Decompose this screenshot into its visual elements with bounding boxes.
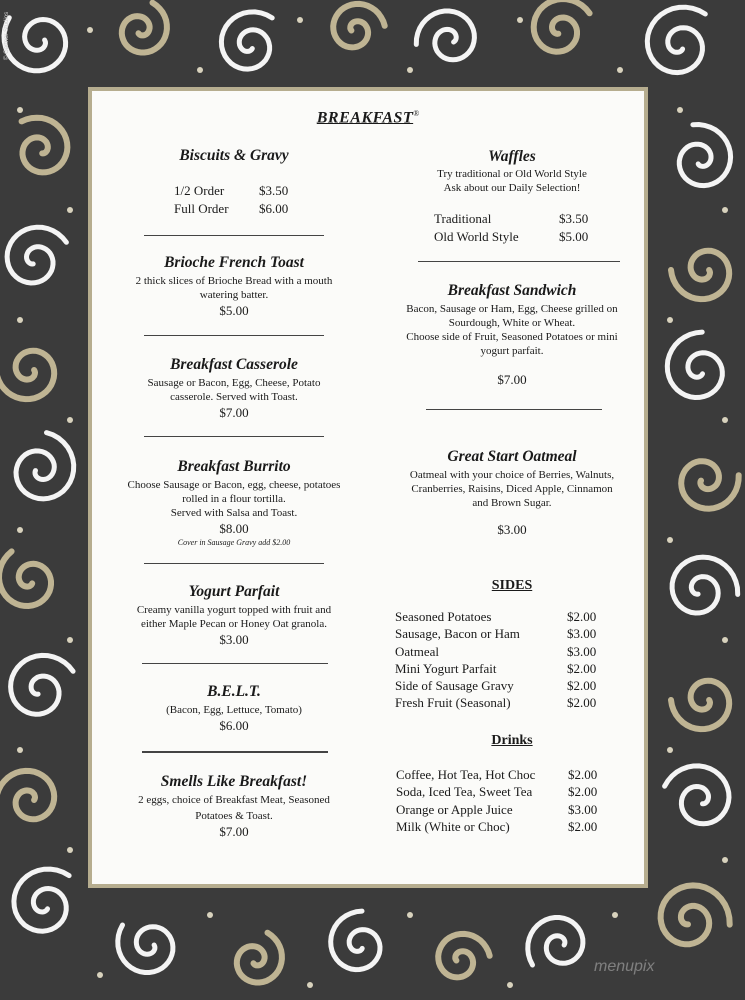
waffles-row-traditional-price: $3.50 [559, 211, 589, 226]
drinks-item-price: $2.00 [568, 767, 598, 782]
dot-ornament [667, 747, 673, 753]
casserole-section: Breakfast Casserole Sausage or Bacon, Egg, Cheese, Potato casserole. Served with Toast. $7.00 [114, 356, 354, 421]
dot-ornament [407, 67, 413, 73]
sides-item [395, 643, 615, 660]
sandwich-name: Breakfast Sandwich [447, 282, 577, 299]
divider [144, 335, 324, 336]
belt-section: B.E.L.T. (Bacon, Egg, Lettuce, Tomato) $6.00 [114, 683, 354, 734]
sides-item-label: Seasoned Potatoes [395, 609, 492, 624]
divider [142, 663, 328, 664]
oatmeal-section: Great Start Oatmeal Oatmeal with your choice of Berries, Walnuts, Cranberries, Raisins, Diced Apple, Cinnamon and Brown Sugar. $3.00 [382, 448, 642, 538]
drinks-heading: Drinks [491, 733, 533, 748]
sides-item-label: Fresh Fruit (Seasonal) [395, 695, 511, 711]
biscuits-row-full-price: $6.00 [259, 201, 289, 216]
biscuits-row-half-price: $3.50 [259, 183, 289, 198]
copyright-text: © Gartner Studios [4, 11, 10, 60]
drinks-item-price: $3.00 [568, 801, 598, 817]
dot-ornament [67, 637, 73, 643]
dot-ornament [722, 637, 728, 643]
dot-ornament [197, 67, 203, 73]
waffles-section: Waffles Try traditional or Old World Style Ask about our Daily Selection! [382, 148, 642, 195]
divider [418, 261, 620, 262]
sides-item [395, 625, 615, 642]
dot-ornament [87, 27, 93, 33]
dot-ornament [722, 207, 728, 213]
sandwich-price: $7.00 [497, 372, 527, 387]
casserole-name: Breakfast Casserole [170, 356, 298, 373]
sides-item-label: Oatmeal [395, 643, 440, 659]
watermark: menupix [594, 958, 655, 975]
drinks-item-price: $2.00 [568, 818, 598, 834]
sides-list [395, 608, 615, 712]
dot-ornament [17, 527, 23, 533]
sides-item-price: $3.00 [567, 626, 597, 642]
smells-name: Smells Like Breakfast! [160, 773, 308, 790]
dot-ornament [17, 107, 23, 113]
sides-item-price: $2.00 [567, 695, 597, 711]
dot-ornament [507, 982, 513, 988]
parfait-section: Yogurt Parfait Creamy vanilla yogurt topped with fruit and either Maple Pecan or Honey Oat granola. $3.00 [104, 583, 364, 648]
belt-price: $6.00 [219, 718, 249, 733]
dot-ornament [67, 417, 73, 423]
dot-ornament [67, 847, 73, 853]
sides-item [395, 608, 615, 625]
brioche-price: $5.00 [219, 303, 249, 318]
waffles-row-oldworld: Old World Style [434, 229, 519, 244]
dot-ornament [617, 67, 623, 73]
dot-ornament [517, 17, 523, 23]
sides-item-price: $2.00 [567, 660, 597, 676]
casserole-price: $7.00 [219, 405, 249, 420]
parfait-name: Yogurt Parfait [188, 583, 280, 600]
divider [144, 235, 324, 236]
dot-ornament [207, 912, 213, 918]
drinks-item-label: Soda, Iced Tea, Sweet Tea [396, 784, 533, 800]
drinks-list [396, 766, 616, 835]
drinks-item [396, 818, 616, 835]
waffles-row-traditional: Traditional [434, 211, 492, 226]
dot-ornament [17, 317, 23, 323]
drinks-item-label: Orange or Apple Juice [396, 801, 513, 817]
belt-name: B.E.L.T. [207, 683, 261, 700]
divider [142, 751, 328, 753]
sides-item-label: Mini Yogurt Parfait [395, 660, 497, 676]
brioche-section: Brioche French Toast 2 thick slices of Brioche Bread with a mouth watering batter. $5.00 [114, 254, 354, 319]
burrito-name: Breakfast Burrito [177, 458, 291, 475]
sides-item [395, 677, 615, 694]
menu-title: BREAKFAST® [316, 109, 420, 127]
dot-ornament [667, 317, 673, 323]
waffles-name: Waffles [488, 148, 536, 165]
brioche-name: Brioche French Toast [164, 254, 304, 271]
sides-item-price: $2.00 [567, 609, 597, 624]
biscuits-row-full: Full Order [174, 201, 229, 216]
drinks-item [396, 783, 616, 800]
burrito-note: Cover in Sausage Gravy add $2.00 [177, 538, 291, 547]
drinks-item [396, 766, 616, 783]
burrito-price: $8.00 [219, 521, 249, 536]
divider [426, 409, 602, 410]
dot-ornament [677, 107, 683, 113]
sides-item [395, 660, 615, 677]
dot-ornament [17, 747, 23, 753]
biscuits-section [114, 147, 354, 165]
sandwich-section: Breakfast Sandwich Bacon, Sausage or Ham, Egg, Cheese grilled on Sourdough, White or Wheat. Choose side of Fruit, Seasoned Potatoes or mini yogurt parfait. $7.00 [382, 282, 642, 388]
menu-page [88, 87, 648, 888]
waffles-row-oldworld-price: $5.00 [559, 229, 589, 244]
drinks-item-price: $2.00 [568, 784, 598, 800]
drinks-item [396, 801, 616, 818]
smells-price: $7.00 [219, 824, 249, 839]
parfait-price: $3.00 [219, 632, 249, 647]
drinks-item-label: Coffee, Hot Tea, Hot Choc [396, 767, 536, 782]
sides-heading: SIDES [491, 578, 533, 593]
sides-item-price: $3.00 [567, 643, 597, 659]
dot-ornament [722, 857, 728, 863]
dot-ornament [307, 982, 313, 988]
dot-ornament [612, 912, 618, 918]
biscuits-name: Biscuits & Gravy [179, 147, 289, 164]
divider [144, 563, 324, 564]
sides-item-label: Side of Sausage Gravy [395, 678, 514, 694]
divider [144, 436, 324, 437]
sides-item [395, 694, 615, 711]
dot-ornament [97, 972, 103, 978]
smells-section: Smells Like Breakfast! 2 eggs, choice of Breakfast Meat, Seasoned Potatoes & Toast. $7.00 [104, 773, 364, 840]
oatmeal-price: $3.00 [497, 522, 527, 537]
sides-item-price: $2.00 [567, 678, 597, 694]
drinks-item-label: Milk (White or Choc) [396, 818, 510, 834]
biscuits-row-half: 1/2 Order [174, 183, 225, 198]
dot-ornament [667, 537, 673, 543]
dot-ornament [407, 912, 413, 918]
burrito-section: Breakfast Burrito Choose Sausage or Bacon, egg, cheese, potatoes rolled in a flour tortilla. Served with Salsa and Toast. $8.00 Cover in Sausage Gravy add $2.00 [104, 458, 364, 547]
dot-ornament [722, 417, 728, 423]
sides-item-label: Sausage, Bacon or Ham [395, 626, 520, 642]
dot-ornament [297, 17, 303, 23]
dot-ornament [67, 207, 73, 213]
oatmeal-name: Great Start Oatmeal [447, 448, 577, 465]
